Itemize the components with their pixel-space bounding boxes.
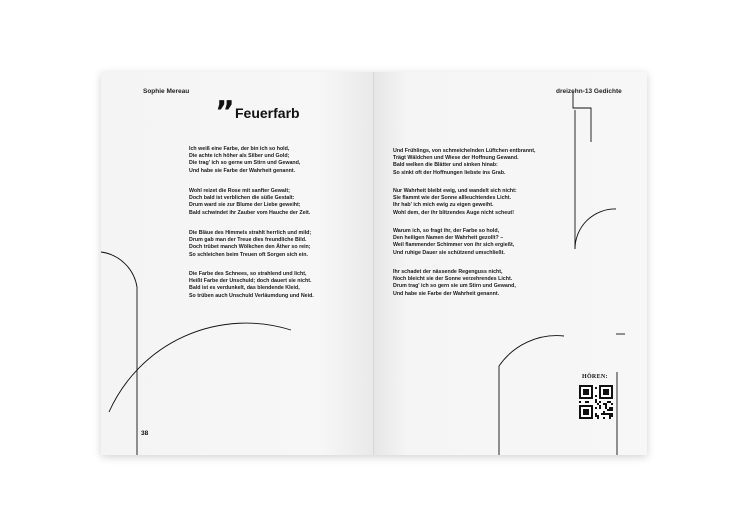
verse-line: Ihr schadet der nässende Regenguss nicht, bbox=[393, 269, 503, 275]
verse-line: Noch bleicht sie der Sonne verzehrendes Licht. bbox=[393, 276, 513, 283]
verse-line: Weil flammender Schimmer von ihr sich ergießt, bbox=[393, 242, 515, 249]
verse-line: So trüben auch Unschuld Verläumdung und Neid. bbox=[189, 292, 314, 299]
stanza-6 bbox=[393, 188, 517, 217]
stanza-8 bbox=[393, 269, 516, 298]
verse-line: Heißt Farbe der Unschuld; doch dauert sie nicht. bbox=[189, 278, 312, 285]
verse-line: Die achte ich höher als Silber und Gold; bbox=[189, 153, 290, 160]
verse-line: Bald schwindet ihr Zauber vom Hauche der Zeit. bbox=[189, 209, 311, 216]
right-page bbox=[374, 72, 647, 455]
verse-line: Die trag' ich so gerne um Stirn und Gewand, bbox=[189, 160, 301, 167]
verse-line: Den heiligen Namen der Wahrheit gezollt? – bbox=[393, 235, 504, 242]
verse-line: Trägt Wäldchen und Wiese der Hoffnung Gewand. bbox=[393, 155, 519, 162]
verse-line: Doch bald ist verblichen die süße Gestalt: bbox=[189, 195, 295, 202]
stanza-7 bbox=[393, 228, 514, 257]
left-page bbox=[101, 72, 374, 455]
verse-line: So schleichen beim Treuen oft Sorgen sich ein. bbox=[189, 251, 308, 258]
verse-line: Doch trübet manch Wölkchen den Äther so rein; bbox=[189, 244, 311, 251]
verse-line: Nur Wahrheit bleibt ewig, und wandelt sich nicht: bbox=[393, 188, 517, 194]
qr-code-icon[interactable] bbox=[579, 385, 613, 419]
verse-line: Und habe sie Farbe der Wahrheit genannt. bbox=[189, 167, 296, 174]
verse-line: Drum ward sie zur Blume der Liebe geweiht; bbox=[189, 202, 301, 209]
verse-line: Sie flammt wie der Sonne allleuchtendes Licht. bbox=[393, 195, 512, 202]
series-title: dreizehn-13 Gedichte bbox=[556, 88, 622, 95]
verse-line: Ihr hab' ich mich ewig zu eigen geweiht. bbox=[393, 202, 494, 209]
decorative-arc-lines bbox=[101, 72, 374, 455]
verse-line: Warum ich, so fragt ihr, der Farbe so hold, bbox=[393, 228, 500, 234]
verse-line: Drum trag' ich so gern sie um Stirn und Gewand, bbox=[393, 283, 516, 290]
poem-title: Feuerfarb bbox=[235, 105, 300, 121]
verse-line: Die Bläue des Himmels strahlt herrlich und mild; bbox=[189, 230, 312, 236]
verse-line: Und habe sie Farbe der Wahrheit genannt. bbox=[393, 290, 500, 297]
verse-line: Bald welken die Blätter und sinken hinab: bbox=[393, 162, 498, 169]
verse-line: Und Frühlings, von schmeichelnden Lüftchen entbrannt, bbox=[393, 148, 536, 154]
stanza-5 bbox=[393, 148, 535, 177]
verse-line: So sinkt oft der Hoffnungen liebste ins Grab. bbox=[393, 169, 506, 176]
verse-line: Drum gab man der Treue dies freundliche Bild. bbox=[189, 237, 307, 244]
page-number: 38 bbox=[141, 430, 149, 437]
verse-line: Wohl dem, der ihr blitzendes Auge nicht scheut! bbox=[393, 209, 514, 216]
book-spread bbox=[101, 72, 647, 455]
listen-label: HÖREN: bbox=[582, 374, 608, 380]
verse-line: Wohl reizet die Rose mit sanfter Gewalt; bbox=[189, 188, 290, 194]
verse-line: Ich weiß eine Farbe, der bin ich so hold, bbox=[189, 146, 290, 152]
verse-line: Und ruhige Dauer sie schützend umschließt. bbox=[393, 249, 505, 256]
verse-line: Die Farbe des Schnees, so strahlend und licht, bbox=[189, 271, 307, 277]
author-name: Sophie Mereau bbox=[143, 88, 190, 95]
verse-line: Bald ist es verdunkelt, das blendende Kleid, bbox=[189, 285, 300, 292]
quote-mark-icon: ” bbox=[215, 95, 235, 130]
